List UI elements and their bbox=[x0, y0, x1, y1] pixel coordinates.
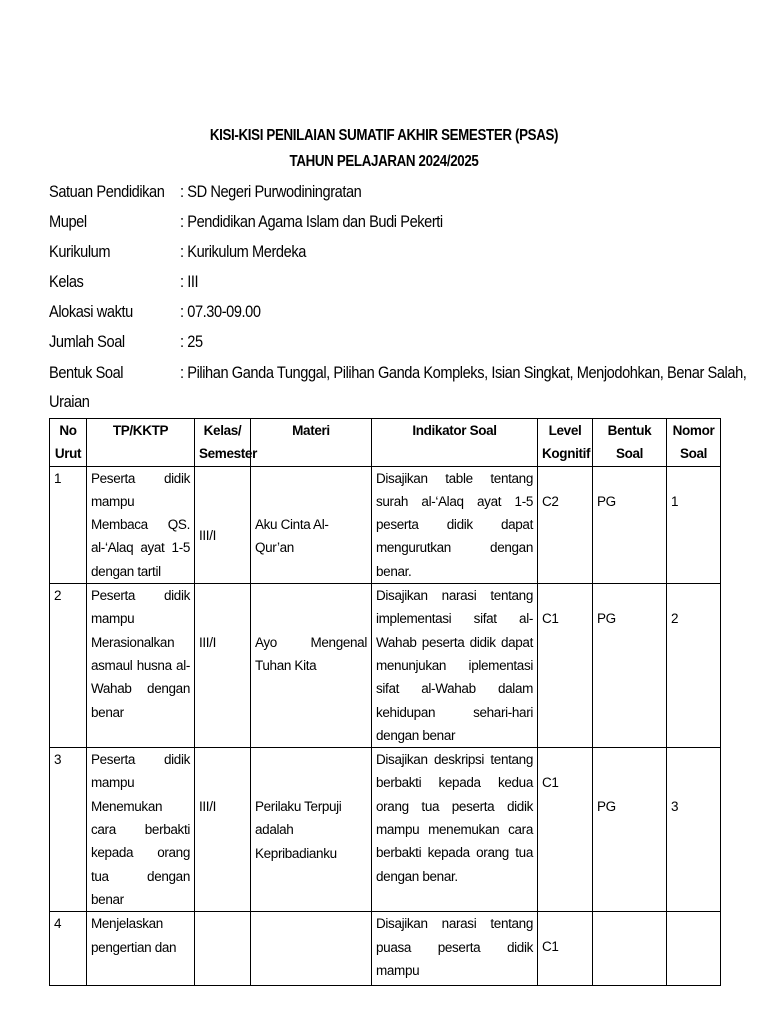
cell-level: C2 bbox=[538, 466, 593, 583]
cell-tp: Peserta didik mampu Merasionalkan asmaul husna al-Wahab dengan benar bbox=[87, 584, 195, 748]
header-indikator-soal: Indikator Soal bbox=[372, 419, 538, 467]
cell-bentuk: PG bbox=[593, 748, 667, 912]
table-row bbox=[50, 912, 721, 986]
header-materi: Materi bbox=[251, 419, 372, 467]
meta-value: : III bbox=[180, 272, 199, 291]
meta-label: Bentuk Soal bbox=[49, 363, 124, 382]
cell-level: C1 bbox=[538, 584, 593, 748]
cell-kelas bbox=[195, 912, 251, 986]
cell-indikator: Disajikan table tentang surah al-‘Alaq ayat 1-5 peserta didik dapat mengurutkan dengan benar. bbox=[372, 466, 538, 583]
cell-no: 4 bbox=[50, 912, 87, 986]
cell-kelas: III/I bbox=[195, 466, 251, 583]
header-no-urut: No Urut bbox=[50, 419, 87, 467]
meta-value: : 25 bbox=[180, 332, 203, 351]
meta-value-continued: Uraian bbox=[49, 392, 90, 411]
cell-indikator: Disajikan deskripsi tentang berbakti kepada kedua orang tua peserta didik mampu menemukan cara berbakti kepada orang tua dengan benar. bbox=[372, 748, 538, 912]
header-nomor-soal: Nomor Soal bbox=[667, 419, 721, 467]
cell-nomor: 2 bbox=[667, 584, 721, 748]
cell-bentuk: PG bbox=[593, 584, 667, 748]
header-level-kognitif: Level Kognitif bbox=[538, 419, 593, 467]
cell-no: 3 bbox=[50, 748, 87, 912]
cell-tp: Menjelaskan pengertian dan bbox=[87, 912, 195, 986]
cell-no: 2 bbox=[50, 584, 87, 748]
meta-label: Kelas bbox=[49, 272, 84, 291]
cell-materi: Aku Cinta Al-Qur’an bbox=[251, 466, 372, 583]
meta-value: : SD Negeri Purwodiningratan bbox=[180, 182, 362, 201]
meta-label: Jumlah Soal bbox=[49, 332, 125, 351]
cell-materi bbox=[251, 912, 372, 986]
cell-indikator: Disajikan narasi tentang implementasi sifat al-Wahab peserta didik dapat menunjukan iplementasi sifat al-Wahab dalam kehidupan sehari-hari dengan benar bbox=[372, 584, 538, 748]
cell-level: C1 bbox=[538, 748, 593, 912]
meta-label: Kurikulum bbox=[49, 242, 111, 261]
cell-bentuk bbox=[593, 912, 667, 986]
cell-kelas: III/I bbox=[195, 748, 251, 912]
cell-indikator: Disajikan narasi tentang puasa peserta didik mampu bbox=[372, 912, 538, 986]
table-row bbox=[50, 466, 721, 583]
cell-nomor bbox=[667, 912, 721, 986]
table-header-row bbox=[50, 419, 721, 467]
meta-label: Alokasi waktu bbox=[49, 302, 133, 321]
cell-materi: Perilaku Terpuji adalah Kepribadianku bbox=[251, 748, 372, 912]
cell-bentuk: PG bbox=[593, 466, 667, 583]
table-row bbox=[50, 748, 721, 912]
meta-value: : Kurikulum Merdeka bbox=[180, 242, 306, 261]
header-tp-kktp: TP/KKTP bbox=[87, 419, 195, 467]
meta-value: : 07.30-09.00 bbox=[180, 302, 261, 321]
cell-tp: Peserta didik mampu Menemukan cara berbakti kepada orang tua dengan benar bbox=[87, 748, 195, 912]
cell-tp: Peserta didik mampu Membaca QS. al-‘Alaq ayat 1-5 dengan tartil bbox=[87, 466, 195, 583]
cell-nomor: 1 bbox=[667, 466, 721, 583]
cell-level: C1 bbox=[538, 912, 593, 986]
document-subtitle: TAHUN PELAJARAN 2024/2025 bbox=[289, 153, 479, 170]
header-bentuk-soal: Bentuk Soal bbox=[593, 419, 667, 467]
cell-materi: Ayo Mengenal Tuhan Kita bbox=[251, 584, 372, 748]
header-kelas-semester: Kelas/ Semester bbox=[195, 419, 251, 467]
document-title: KISI-KISI PENILAIAN SUMATIF AKHIR SEMESTER (PSAS) bbox=[209, 127, 559, 144]
cell-nomor: 3 bbox=[667, 748, 721, 912]
cell-no: 1 bbox=[50, 466, 87, 583]
table-row bbox=[50, 584, 721, 748]
meta-value: : Pendidikan Agama Islam dan Budi Pekerti bbox=[180, 212, 443, 231]
cell-kelas: III/I bbox=[195, 584, 251, 748]
meta-value: : Pilihan Ganda Tunggal, Pilihan Ganda Kompleks, Isian Singkat, Menjodohkan, Benar Salah, bbox=[180, 363, 747, 382]
meta-label: Mupel bbox=[49, 212, 87, 231]
meta-label: Satuan Pendidikan bbox=[49, 182, 165, 201]
kisi-kisi-table bbox=[49, 418, 721, 986]
